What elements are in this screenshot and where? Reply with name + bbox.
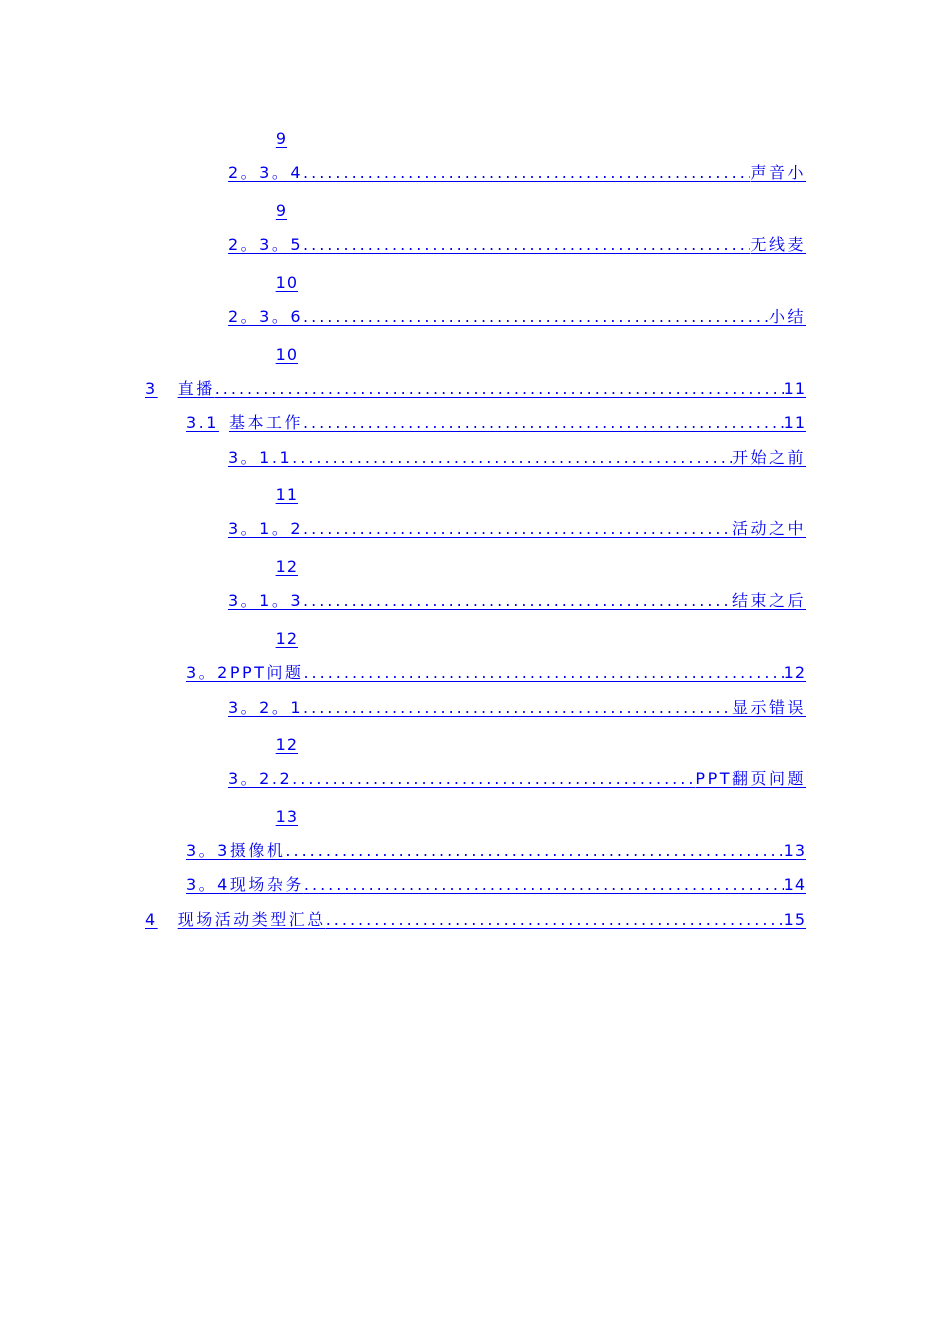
toc-page-number: 10 — [275, 345, 298, 364]
toc-entry-title: 结束之后 — [731, 591, 806, 610]
toc-entry-2-3-6[interactable] — [228, 302, 806, 326]
toc-dot-leader — [303, 520, 732, 538]
toc-entry-3-4[interactable] — [186, 870, 806, 894]
toc-page-continuation[interactable] — [228, 124, 287, 148]
toc-entry-3[interactable] — [145, 374, 806, 398]
toc-entry-title: 现场杂务 — [229, 875, 304, 894]
toc-dot-leader — [326, 911, 784, 929]
toc-entry-number: 3。3 — [186, 841, 230, 860]
toc-page-number: 11 — [783, 413, 806, 432]
toc-dot-leader — [285, 842, 783, 860]
toc-page-number: 11 — [783, 379, 806, 398]
toc-entry-title: 声音小 — [750, 163, 806, 182]
toc-entry-3-2-2[interactable] — [228, 764, 806, 788]
toc-dot-leader — [303, 414, 784, 432]
toc-entry-title: 开始之前 — [731, 448, 806, 467]
toc-entry-title: 显示错误 — [731, 698, 806, 717]
toc-dot-leader — [303, 236, 750, 254]
toc-entry-3-1-1[interactable] — [228, 443, 806, 467]
toc-page-number: 13 — [275, 807, 298, 826]
toc-entry-number: 3。2.2 — [228, 769, 293, 788]
toc-page-number: 15 — [783, 910, 806, 929]
toc-page-number: 13 — [783, 841, 806, 860]
toc-page-continuation[interactable] — [228, 802, 298, 826]
toc-entry-number: 2。3。5 — [228, 235, 304, 254]
toc-dot-leader — [303, 699, 732, 717]
toc-entry-number: 3.1 — [186, 413, 219, 432]
toc-dot-leader — [303, 164, 750, 182]
toc-entry-3-2-1[interactable] — [228, 693, 806, 717]
toc-page-number: 9 — [275, 201, 287, 220]
toc-page-number: 9 — [275, 129, 287, 148]
toc-dot-leader — [215, 380, 784, 398]
toc-entry-3-3[interactable] — [186, 836, 806, 860]
toc-entry-4[interactable] — [145, 905, 806, 929]
toc-page-number: 12 — [783, 663, 806, 682]
toc-entry-2-3-4[interactable] — [228, 158, 806, 182]
toc-entry-title: PPT翻页问题 — [695, 769, 806, 788]
toc-entry-3-2[interactable] — [186, 658, 806, 682]
toc-page-continuation[interactable] — [228, 480, 298, 504]
toc-page-number: 14 — [783, 875, 806, 894]
toc-entry-3-1[interactable] — [186, 408, 806, 432]
toc-entry-number: 3。1.1 — [228, 448, 293, 467]
toc-entry-number: 3。1。3 — [228, 591, 304, 610]
toc-dot-leader — [304, 876, 784, 894]
toc-page-continuation[interactable] — [228, 340, 298, 364]
toc-entry-number: 4 — [145, 910, 158, 929]
toc-page-number: 11 — [275, 485, 298, 504]
toc-entry-number: 2。3。6 — [228, 307, 304, 326]
toc-entry-title: 小结 — [768, 307, 806, 326]
toc-entry-3-1-2[interactable] — [228, 514, 806, 538]
toc-entry-title: 活动之中 — [731, 519, 806, 538]
toc-page-number: 10 — [275, 273, 298, 292]
toc-entry-number: 3 — [145, 379, 158, 398]
toc-page-number: 12 — [275, 735, 298, 754]
toc-page-continuation[interactable] — [228, 196, 287, 220]
toc-entry-number: 2。3。4 — [228, 163, 304, 182]
toc-dot-leader — [303, 664, 783, 682]
toc-entry-2-3-5[interactable] — [228, 230, 806, 254]
toc-entry-title: 现场活动类型汇总 — [177, 910, 326, 929]
toc-entry-title: PPT问题 — [229, 663, 304, 682]
toc-entry-title: 无线麦 — [750, 235, 806, 254]
toc-page-continuation[interactable] — [228, 268, 298, 292]
toc-entry-title: 基本工作 — [228, 413, 303, 432]
toc-entry-number: 3。1。2 — [228, 519, 304, 538]
toc-dot-leader — [303, 592, 732, 610]
toc-dot-leader — [292, 449, 732, 467]
toc-page-continuation[interactable] — [228, 624, 298, 648]
toc-page-number: 12 — [275, 629, 298, 648]
toc-entry-3-1-3[interactable] — [228, 586, 806, 610]
toc-dot-leader — [303, 308, 769, 326]
toc-entry-number: 3。4 — [186, 875, 230, 894]
toc-page-number: 12 — [275, 557, 298, 576]
toc-dot-leader — [292, 770, 695, 788]
toc-entry-number: 3。2。1 — [228, 698, 304, 717]
toc-page-continuation[interactable] — [228, 730, 298, 754]
toc-page-continuation[interactable] — [228, 552, 298, 576]
toc-entry-title: 直播 — [177, 379, 215, 398]
toc-entry-title: 摄像机 — [229, 841, 286, 860]
toc-entry-number: 3。2 — [186, 663, 230, 682]
